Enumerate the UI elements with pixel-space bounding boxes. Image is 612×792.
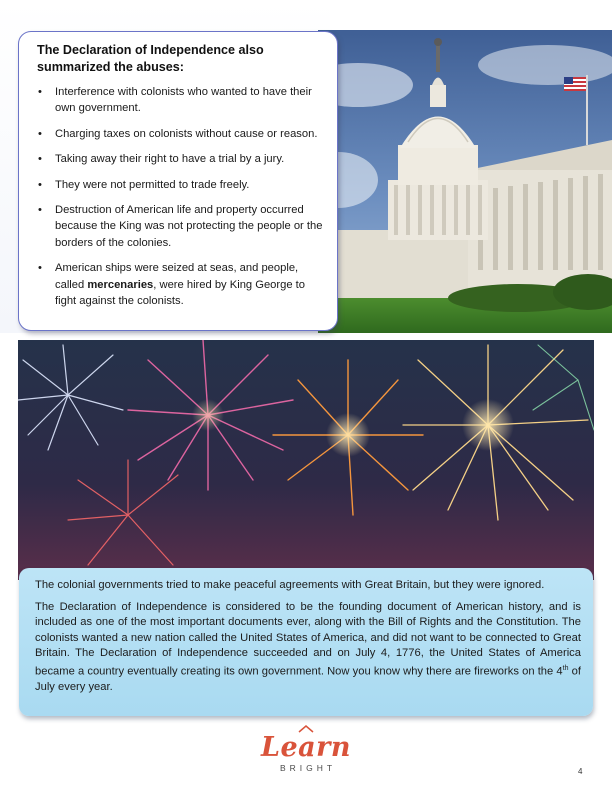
logo-word: Learn (260, 732, 351, 763)
bullet-icon: • (38, 178, 42, 191)
learn-bright-logo (254, 733, 358, 783)
list-item: • American ships were seized at seas, and people, called mercenaries, were hired by King George to fight against the colonists. (38, 262, 306, 308)
bullet-icon: • (38, 204, 42, 217)
abuses-list (37, 84, 323, 309)
fireworks-photo (18, 340, 594, 580)
abuses-title: The Declaration of Independence also summarized the abuses: (37, 43, 264, 74)
list-item: • They were not permitted to trade freely. (37, 177, 323, 193)
logo-subtitle: BRIGHT (279, 763, 337, 773)
bullet-icon: • (38, 153, 42, 166)
list-item: • Charging taxes on colonists without cause or reason. (37, 126, 323, 142)
list-item: • Destruction of American life and property occurred because the King was not protecting the people or the borders of the colonies. (38, 204, 323, 249)
info-card (19, 568, 593, 716)
logo-mark-icon (298, 725, 314, 733)
abuses-card (18, 31, 338, 331)
bullet-icon: • (38, 86, 42, 98)
info-paragraph-2: The Declaration of Independence is considered to be the founding document of American history, and is included as one of the most important documents ever, along with the Bill of Rights and the Constitution. The colonists wanted a new nation called the United States of America, and did not want to be connected to Great Britain. The Declaration of Independence succeeded and on July 4, 1776, the United States of America became a country eventually creating its own government. Now you know why there are fireworks on the 4th of July every year. (35, 601, 581, 693)
bullet-icon: • (38, 262, 42, 275)
bullet-icon: • (38, 127, 42, 140)
capitol-building-photo (318, 30, 612, 333)
list-item: • Taking away their right to have a trial by a jury. (37, 151, 323, 167)
info-paragraph-1: The colonial governments tried to make peaceful agreements with Great Britain, but they were ignored. (35, 579, 545, 591)
mercenaries-term: mercenaries (87, 278, 154, 291)
top-band (0, 0, 612, 333)
page-number: 4 (578, 767, 583, 776)
list-item: • Interference with colonists who wanted to have their own government. (38, 86, 312, 115)
ordinal-suffix: th (562, 665, 569, 673)
